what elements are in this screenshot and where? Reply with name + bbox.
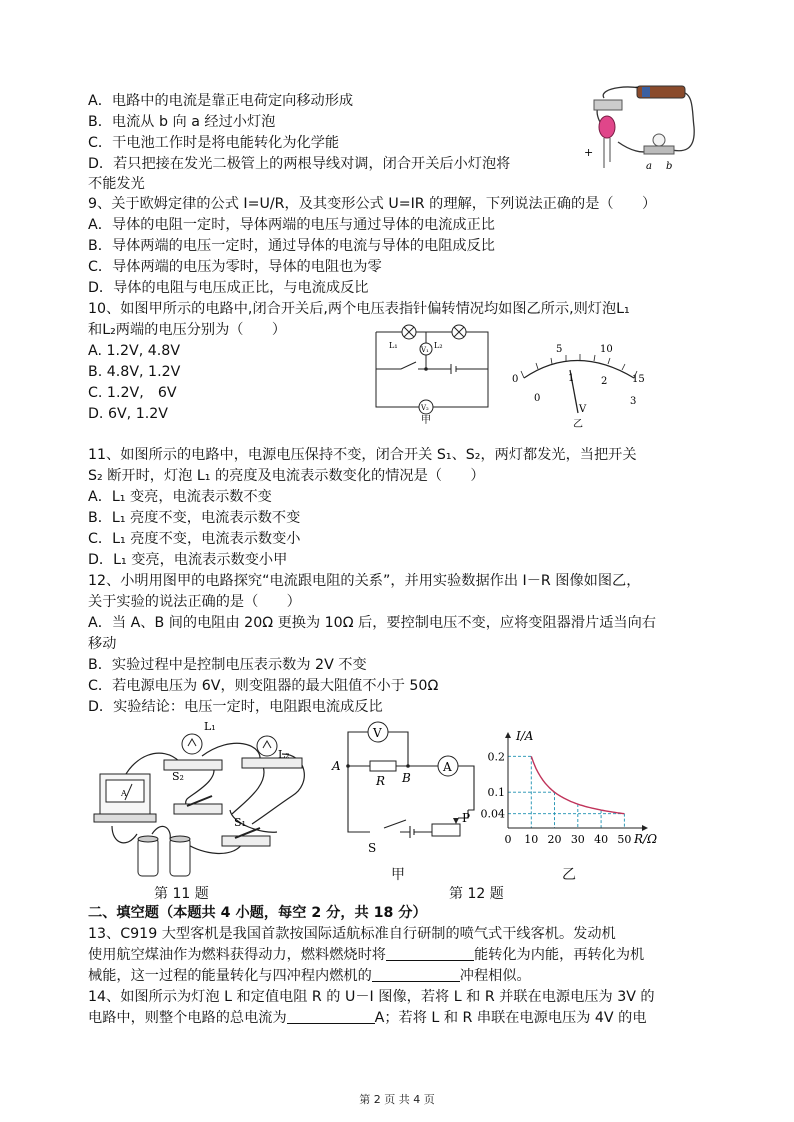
dial-outer-tick-15: 15: [632, 374, 645, 385]
q10-caption-yi: 乙: [573, 419, 583, 430]
terminal-b-label: b: [666, 161, 673, 172]
q12-option-c: C．若电源电压为 6V，则变阻器的最大阻值不小于 50Ω: [88, 678, 439, 694]
rheostat-icon: [432, 824, 460, 836]
x-tick-label: 50: [617, 833, 632, 846]
q8-option-b: B．电流从 b 向 a 经过小灯泡: [88, 114, 276, 130]
x-tick-label: 0: [504, 833, 512, 846]
q12-option-b: B．实验过程中是控制电压表示数为 2V 不变: [88, 657, 367, 673]
fig11-l1-label: L₁: [204, 720, 216, 733]
battery-2-icon: [170, 838, 190, 876]
q13-line3-prefix: 械能，这一过程的能量转化与四冲程内燃机的: [88, 968, 372, 984]
fig11-l2-label: L₂: [278, 748, 290, 761]
fig11-caption: 第 11 题: [154, 886, 209, 902]
q9-option-a: A．导体的电阻一定时，导体两端的电压与通过导体的电流成正比: [88, 217, 495, 233]
q13-line2-suffix: 能转化为内能，再转化为机: [473, 947, 645, 963]
q12-ir-graph: [480, 728, 664, 852]
q9-option-b: B．导体两端的电压一定时，通过导体的电流与导体的电阻成反比: [88, 238, 495, 254]
q10-option-b: B. 4.8V, 1.2V: [88, 364, 181, 380]
q11-stem-cont: S₂ 断开时，灯泡 L₁ 的亮度及电流表示数变化的情况是（ ）: [88, 468, 485, 484]
switch-s2-icon: [174, 804, 222, 814]
q13-answer-blank-2[interactable]: [372, 967, 460, 982]
q10-voltmeter-dial-yi: [506, 338, 644, 430]
q13-line2-prefix: 使用航空煤油作为燃料获得动力，燃料燃烧时将: [88, 947, 386, 963]
q11-stem: 11、如图所示的电路中，电源电压保持不变，闭合开关 S₁、S₂，两灯都发光，当把开关: [88, 447, 637, 463]
dial-inner-tick-2: 2: [601, 376, 608, 387]
q8-option-c: C．干电池工作时是将电能转化为化学能: [88, 135, 340, 151]
dial-outer-tick-0: 0: [512, 374, 519, 385]
q9-option-c: C．导体两端的电压为零时，导体的电阻也为零: [88, 259, 382, 275]
y-axis-arrow: [505, 732, 511, 738]
q8-option-d-cont: 不能发光: [88, 176, 145, 192]
q8-circuit-figure: [582, 82, 702, 177]
lamp-l1-label: L₁: [389, 341, 398, 350]
q10-stem-cont: 和L₂两端的电压分别为（ ）: [88, 322, 287, 338]
dial-outer-tick-5: 5: [556, 344, 563, 355]
led-plus-label: +: [584, 146, 594, 159]
q13-line2: [88, 945, 644, 965]
fig12-v-label: V: [373, 726, 382, 740]
q14-line2-suffix: A；若将 L 和 R 串联在电源电压为 4V 的电: [374, 1010, 647, 1026]
q10-caption-jia: 甲: [421, 415, 431, 426]
fig12-ammeter-label: A: [443, 760, 452, 774]
led-icon: [599, 116, 615, 138]
bulb-l1-icon: [182, 734, 202, 754]
x-axis-arrow: [642, 825, 648, 831]
q14-line2: [88, 1008, 647, 1028]
q8-option-a: A．电路中的电流是靠正电荷定向移动形成: [88, 93, 354, 109]
q11-circuit-figure: [92, 714, 328, 880]
battery-minus-label: -: [635, 80, 639, 93]
x-tick-label: 10: [524, 833, 539, 846]
l2-base: [242, 758, 302, 768]
y-tick-label: 0.04: [480, 807, 505, 821]
graph-ylabel: I/A: [516, 729, 534, 743]
fig12-s-label: S: [368, 841, 377, 855]
q11-option-c: C．L₁ 亮度不变，电流表示数变小: [88, 531, 301, 547]
dial-unit-label: V: [579, 404, 587, 415]
q10-option-a: A. 1.2V, 4.8V: [88, 343, 181, 359]
dial-inner-tick-1: 1: [568, 373, 575, 384]
terminal-a-label: a: [646, 161, 652, 172]
fig11-s1-label: S₁: [234, 816, 246, 829]
bulb-l2-icon: [257, 736, 277, 756]
page-footer: 第 2 页 共 4 页: [359, 1093, 435, 1106]
q10-option-d: D. 6V, 1.2V: [88, 406, 168, 422]
lamp-l2-label: L₂: [434, 341, 443, 350]
y-tick-label: 0.1: [487, 786, 505, 800]
q9-option-d: D．导体的电阻与电压成正比，与电流成反比: [88, 280, 369, 296]
bulb-icon: [653, 134, 665, 146]
q10-circuit-jia: [366, 322, 498, 426]
q14-line1: 14、如图所示为灯泡 L 和定值电阻 R 的 U－I 图像，若将 L 和 R 并联在电源电压为 3V 的: [88, 989, 655, 1005]
q12-option-d: D．实验结论：电压一定时，电阻跟电流成反比: [88, 699, 383, 715]
q14-answer-blank-1[interactable]: [287, 1009, 375, 1024]
q8-option-d: D．若只把接在发光二极管上的两根导线对调，闭合开关后小灯泡将: [88, 156, 511, 172]
section2-title: 二、填空题（本题共 4 小题，每空 2 分，共 18 分）: [88, 905, 427, 921]
q12-circuit-jia: [328, 718, 474, 864]
voltmeter-v2-label: V₂: [421, 404, 429, 412]
voltmeter-v1-label: V₁: [421, 346, 429, 354]
slider-p-marker: [453, 818, 459, 824]
q11-option-b: B．L₁ 亮度不变，电流表示数不变: [88, 510, 301, 526]
q11-option-d: D．L₁ 变亮，电流表示数变小甲: [88, 552, 288, 568]
q13-line3-suffix: 冲程相似。: [459, 968, 531, 984]
x-tick-label: 20: [547, 833, 562, 846]
q14-line2-prefix: 电路中，则整个电路的总电流为: [88, 1010, 287, 1026]
fig12-p-label: P: [462, 811, 471, 825]
battery-1-icon: [138, 838, 158, 876]
q13-answer-blank-1[interactable]: [386, 946, 474, 961]
fig12-r-label: R: [376, 774, 386, 788]
y-tick-label: 0.2: [487, 750, 505, 764]
dial-inner-tick-3: 3: [630, 396, 637, 407]
switch-s1-icon: [222, 836, 270, 846]
q10-stem: 10、如图甲所示的电路中,闭合开关后,两个电压表指针偏转情况均如图乙所示,则灯泡L₁: [88, 301, 630, 317]
dial-inner-tick-0: 0: [534, 393, 541, 404]
q13-line3: [88, 966, 531, 986]
fig11-ammeter-label: A: [121, 789, 127, 798]
q10-option-c: C. 1.2V, 6V: [88, 385, 177, 401]
fig11-s2-label: S₂: [172, 770, 184, 783]
dial-outer-tick-10: 10: [600, 344, 613, 355]
q12-stem: 12、小明用图甲的电路探究“电流跟电阻的关系”，并用实验数据作出 I－R 图像如图乙，: [88, 573, 641, 589]
l1-base: [164, 760, 222, 770]
x-tick-label: 30: [570, 833, 585, 846]
q12-option-a: A．当 A、B 间的电阻由 20Ω 更换为 10Ω 后，要控制电压不变，应将变阻器滑片适当向右: [88, 615, 656, 631]
q9-stem: 9、关于欧姆定律的公式 I=U/R，及其变形公式 U=IR 的理解，下列说法正确的是（ ）: [88, 196, 657, 212]
x-tick-label: 40: [594, 833, 609, 846]
fig12-node-a: A: [332, 759, 341, 773]
q12-option-a-cont: 移动: [88, 636, 117, 652]
q12-stem-cont: 关于实验的说法正确的是（ ）: [88, 594, 301, 610]
graph-xlabel: R/Ω: [634, 832, 658, 846]
q11-option-a: A．L₁ 变亮，电流表示数不变: [88, 489, 272, 505]
switch-icon: [594, 100, 622, 110]
fig12-caption: 第 12 题: [449, 886, 504, 902]
fig12-caption-yi: 乙: [562, 867, 576, 883]
chart-grid: [508, 756, 624, 828]
q13-line1: 13、C919 大型客机是我国首款按国际适航标准自行研制的喷气式干线客机。发动机: [88, 926, 616, 942]
fig12-node-b: B: [402, 771, 411, 785]
fig12-caption-jia: 甲: [391, 867, 405, 883]
resistor-r-icon: [370, 761, 396, 771]
